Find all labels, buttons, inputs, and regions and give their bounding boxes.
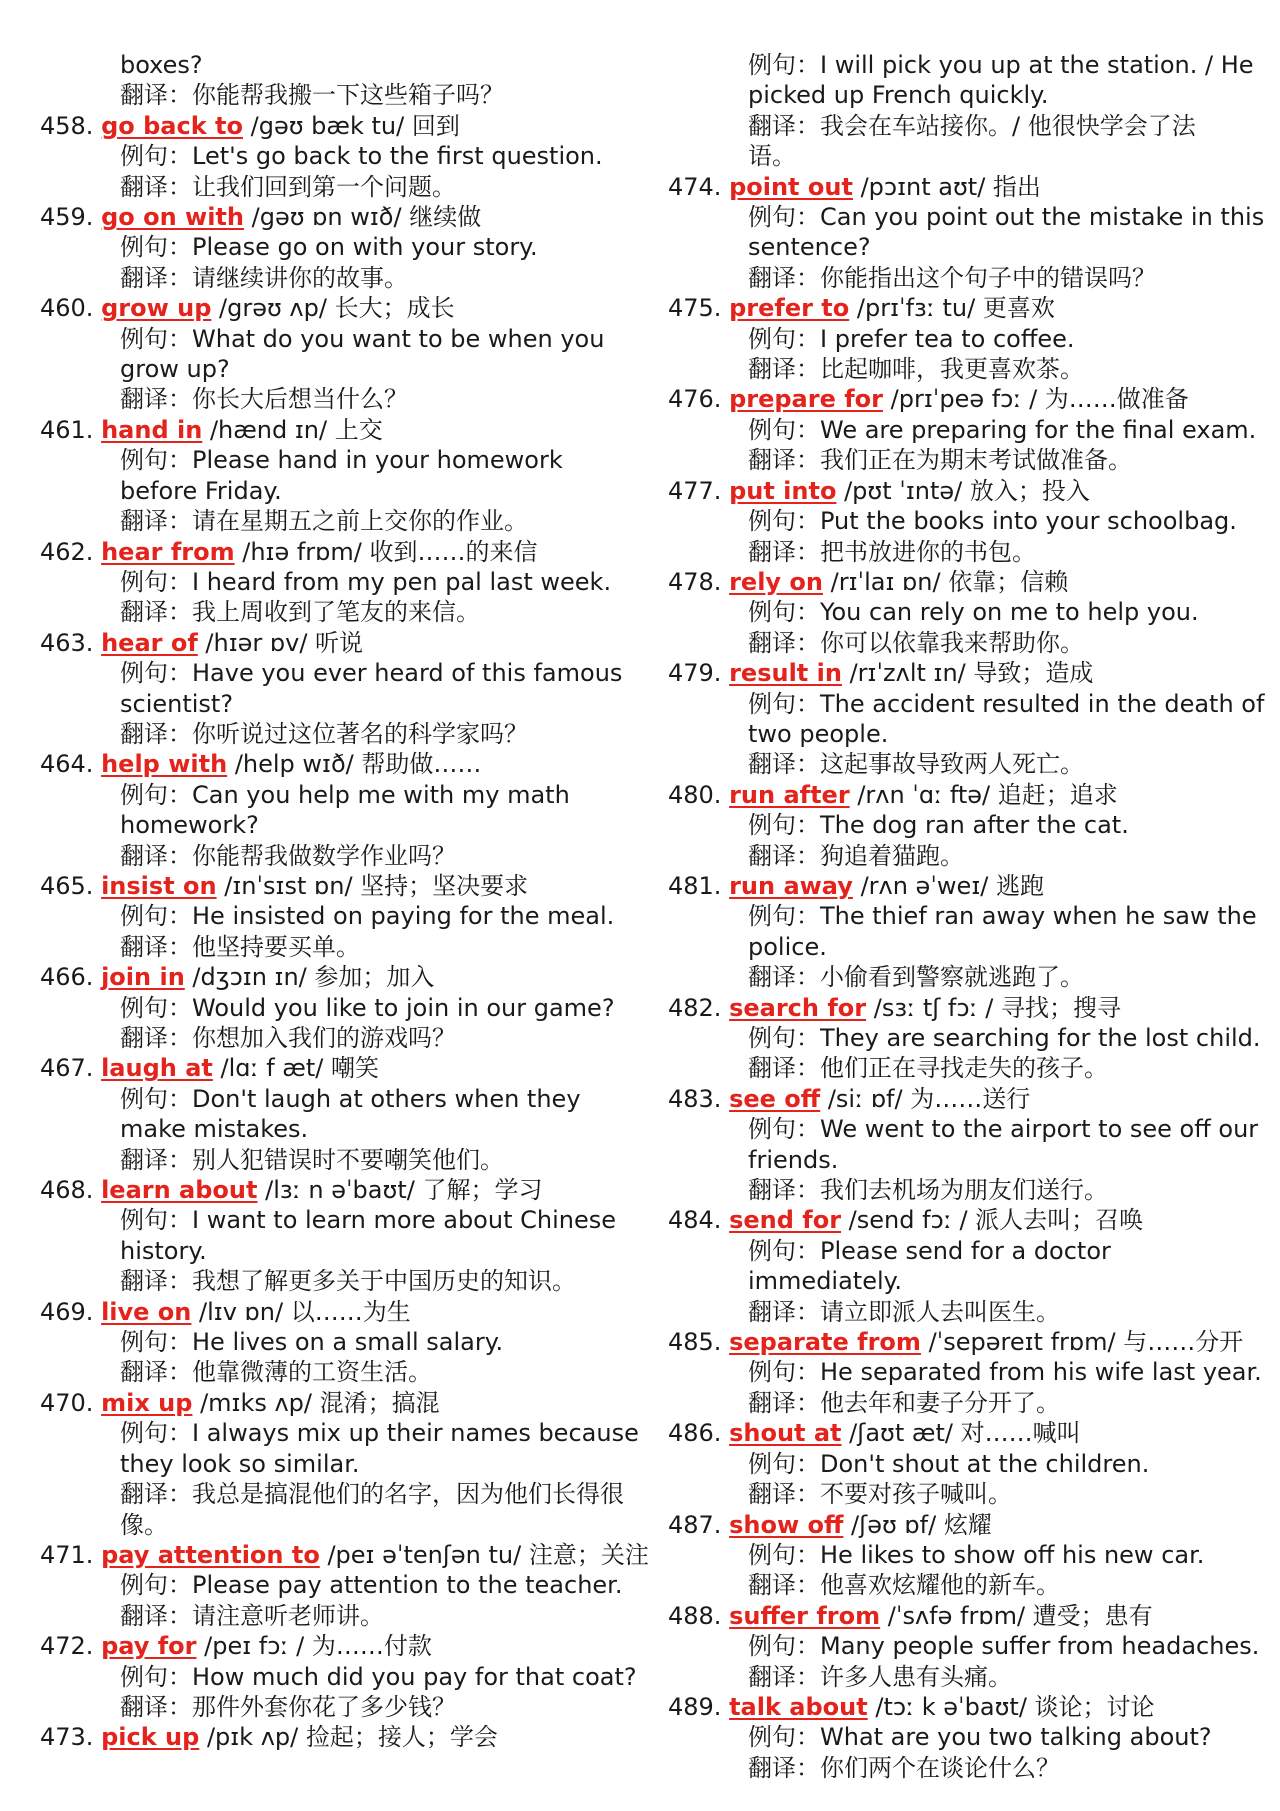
entry-headword	[40, 202, 640, 232]
left-column	[40, 50, 649, 1753]
phonetic-meaning: /pʊt ˈɪntə/ 放入；投入	[844, 476, 1090, 505]
entry-headword	[668, 1510, 1268, 1540]
phrase-term: run after	[729, 780, 850, 809]
phonetic-meaning: /pɪk ʌp/ 捡起；接人；学会	[206, 1723, 498, 1752]
phrase-term: hear from	[101, 537, 235, 566]
example-sentence: 例句：Can you help me with my math homework?	[120, 780, 570, 840]
translation: 翻译：那件外套你花了多少钱？	[120, 1692, 456, 1721]
phrase-term: pay attention to	[101, 1540, 320, 1569]
phrase-term: shout at	[729, 1419, 842, 1448]
example-sentence: 例句：Have you ever heard of this famous scientist?	[120, 659, 623, 718]
translation: 翻译：我上周收到了笔友的来信。	[120, 598, 480, 627]
entry-headword	[668, 1327, 1268, 1357]
translation: 翻译：小偷看到警察就逃跑了。	[748, 963, 1084, 992]
vocab-entry	[40, 1631, 640, 1722]
translation: 翻译：他坚持要买单。	[120, 932, 360, 961]
entry-headword	[668, 1418, 1268, 1448]
vocab-entry	[668, 293, 1268, 384]
translation: 翻译：你们两个在谈论什么？	[748, 1753, 1060, 1782]
continuation-line: 语。	[748, 142, 796, 171]
entry-number: 464.	[40, 750, 94, 779]
phrase-term: suffer from	[729, 1601, 881, 1630]
entry-number: 468.	[40, 1176, 94, 1205]
entry-headword	[40, 293, 640, 323]
example-sentence: 例句：The thief ran away when he saw the police.	[748, 902, 1257, 961]
continuation-line: 翻译：我会在车站接你。/ 他很快学会了法	[748, 111, 1196, 140]
vocab-entry	[40, 1053, 640, 1175]
phonetic-meaning: /prɪˈpeə fɔː / 为……做准备	[890, 385, 1189, 414]
translation: 翻译：狗追着猫跑。	[748, 841, 964, 870]
entry-number: 467.	[40, 1054, 94, 1083]
entry-number: 470.	[40, 1388, 94, 1417]
translation: 翻译：请继续讲你的故事。	[120, 263, 408, 292]
vocab-entry	[40, 415, 640, 537]
example-sentence: 例句：I always mix up their names because they look so similar.	[120, 1419, 639, 1478]
entry-number: 469.	[40, 1297, 94, 1326]
phonetic-meaning: /ɪnˈsɪst ɒn/ 坚持；坚决要求	[224, 871, 529, 900]
phonetic-meaning: /grəʊ ʌp/ 长大；成长	[219, 294, 455, 323]
phrase-term: show off	[729, 1510, 844, 1539]
entry-headword	[668, 1084, 1268, 1114]
entry-headword	[668, 658, 1268, 688]
entry-headword	[40, 1297, 640, 1327]
vocab-entry	[40, 1722, 640, 1752]
translation: 翻译：他喜欢炫耀他的新车。	[748, 1571, 1060, 1600]
vocab-entry	[40, 1297, 640, 1388]
phonetic-meaning: /help wɪð/ 帮助做……	[234, 750, 482, 779]
phonetic-meaning: /rʌn əˈweɪ/ 逃跑	[860, 871, 1044, 900]
phonetic-meaning: /peɪ əˈtenʃən tu/ 注意；关注	[327, 1540, 649, 1569]
vocab-entry	[668, 567, 1268, 658]
continuation-line: 翻译：你能帮我搬一下这些箱子吗？	[120, 81, 504, 110]
vocab-entry	[40, 293, 640, 415]
example-sentence: 例句：What are you two talking about?	[748, 1723, 1212, 1752]
phonetic-meaning: /hɪə frɒm/ 收到……的来信	[242, 537, 538, 566]
vocab-entry	[668, 1418, 1268, 1509]
example-sentence: 例句：He likes to show off his new car.	[748, 1540, 1205, 1569]
vocab-entry	[40, 749, 640, 871]
example-sentence: 例句：Would you like to join in our game?	[120, 993, 615, 1022]
phonetic-meaning: /ˈsʌfə frɒm/ 遭受；患有	[887, 1601, 1153, 1630]
example-sentence: 例句：You can rely on me to help you.	[748, 598, 1199, 627]
phonetic-meaning: /rɪˈlaɪ ɒn/ 依靠；信赖	[830, 567, 1069, 596]
entry-headword	[40, 1053, 640, 1083]
example-sentence: 例句：Many people suffer from headaches.	[748, 1632, 1260, 1661]
entry-headword	[40, 749, 640, 779]
phrase-term: go on with	[101, 203, 244, 232]
example-sentence: 例句：I heard from my pen pal last week.	[120, 567, 612, 596]
entry-number: 461.	[40, 415, 94, 444]
entry-headword	[40, 537, 640, 567]
entry-number: 460.	[40, 294, 94, 323]
entry-headword	[40, 871, 640, 901]
entry-number: 486.	[668, 1419, 722, 1448]
translation: 翻译：他们正在寻找走失的孩子。	[748, 1054, 1108, 1083]
phrase-term: see off	[729, 1084, 821, 1113]
phrase-term: result in	[729, 659, 842, 688]
translation: 翻译：比起咖啡，我更喜欢茶。	[748, 355, 1084, 384]
phrase-term: live on	[101, 1297, 192, 1326]
continuation-line: picked up French quickly.	[748, 81, 1049, 110]
entry-number: 489.	[668, 1692, 722, 1721]
translation: 翻译：把书放进你的书包。	[748, 537, 1036, 566]
phrase-term: hear of	[101, 628, 198, 657]
entry-number: 488.	[668, 1601, 722, 1630]
example-sentence: 例句：I want to learn more about Chinese history.	[120, 1206, 616, 1265]
phrase-term: mix up	[101, 1388, 193, 1417]
example-sentence: 例句：Let's go back to the first question.	[120, 142, 603, 171]
example-sentence: 例句：Please send for a doctor immediately.	[748, 1236, 1111, 1296]
vocab-entry	[668, 780, 1268, 871]
example-sentence: 例句：What do you want to be when you grow up?	[120, 324, 605, 384]
vocab-entry	[40, 537, 640, 628]
example-sentence: 例句：Please pay attention to the teacher.	[120, 1571, 623, 1600]
entry-number: 473.	[40, 1723, 94, 1752]
phrase-term: go back to	[101, 111, 243, 140]
phonetic-meaning: /gəʊ bæk tu/ 回到	[250, 111, 460, 140]
entry-number: 471.	[40, 1540, 94, 1569]
phrase-term: put into	[729, 476, 837, 505]
example-sentence: 例句：Please go on with your story.	[120, 233, 538, 262]
phrase-term: insist on	[101, 871, 217, 900]
example-sentence: 例句：He insisted on paying for the meal.	[120, 902, 615, 931]
vocab-entry	[668, 172, 1268, 294]
entry-headword	[668, 567, 1268, 597]
entry-headword	[668, 871, 1268, 901]
vocab-entry	[668, 871, 1268, 993]
phrase-term: laugh at	[101, 1054, 213, 1083]
translation: 翻译：你长大后想当什么？	[120, 385, 408, 414]
phonetic-meaning: /send fɔː / 派人去叫；召唤	[848, 1206, 1144, 1235]
translation: 翻译：许多人患有头痛。	[748, 1662, 1012, 1691]
vocab-entry	[40, 202, 640, 293]
example-sentence: 例句：He lives on a small salary.	[120, 1328, 504, 1357]
phrase-term: learn about	[101, 1176, 258, 1205]
entry-number: 459.	[40, 203, 94, 232]
translation: 翻译：我总是搞混他们的名字，因为他们长得很像。	[120, 1480, 624, 1539]
vocab-entry	[668, 1692, 1268, 1783]
continuation-line: boxes?	[120, 51, 203, 79]
phrase-term: join in	[101, 963, 185, 992]
vocab-entry	[40, 111, 640, 202]
phonetic-meaning: /prɪˈfɜː tu/ 更喜欢	[856, 294, 1055, 323]
phonetic-meaning: /ʃəʊ ɒf/ 炫耀	[851, 1510, 992, 1539]
translation: 翻译：这起事故导致两人死亡。	[748, 750, 1084, 779]
entry-number: 485.	[668, 1328, 722, 1357]
entry-number: 472.	[40, 1632, 94, 1661]
example-sentence: 例句：They are searching for the lost child.	[748, 1024, 1261, 1052]
phonetic-meaning: /sɜː tʃ fɔː / 寻找；搜寻	[873, 993, 1121, 1022]
entry-number: 476.	[668, 385, 722, 414]
phrase-term: separate from	[729, 1328, 921, 1357]
vocab-entry	[40, 1540, 649, 1631]
continuation-line: 例句：I will pick you up at the station. / He	[748, 51, 1254, 79]
example-sentence: 例句：Don't laugh at others when they make mistakes.	[120, 1084, 581, 1144]
entry-headword	[40, 1175, 640, 1205]
translation: 翻译：别人犯错误时不要嘲笑他们。	[120, 1145, 504, 1174]
vocab-entry	[668, 1327, 1268, 1418]
phonetic-meaning: /rʌn ˈɑː ftə/ 追赶；追求	[857, 780, 1118, 809]
entry-number: 475.	[668, 294, 722, 323]
entry-headword	[40, 415, 640, 445]
phonetic-meaning: /hænd ɪn/ 上交	[209, 415, 383, 444]
phonetic-meaning: /hɪər ɒv/ 听说	[205, 628, 364, 657]
phrase-term: rely on	[729, 567, 823, 596]
entry-headword	[40, 111, 640, 141]
translation: 翻译：他去年和妻子分开了。	[748, 1388, 1060, 1417]
translation: 翻译：不要对孩子喊叫。	[748, 1480, 1012, 1509]
phrase-term: prefer to	[729, 294, 850, 323]
vocab-entry	[40, 871, 640, 962]
entry-number: 483.	[668, 1084, 722, 1113]
entry-number: 481.	[668, 871, 722, 900]
phrase-term: pay for	[101, 1632, 197, 1661]
phonetic-meaning: /pɔɪnt aʊt/ 指出	[860, 172, 1041, 201]
phonetic-meaning: /tɔː k əˈbaʊt/ 谈论；讨论	[875, 1692, 1155, 1721]
vocab-entry	[40, 1175, 640, 1297]
vocab-entry	[668, 1205, 1268, 1327]
phrase-term: run away	[729, 871, 853, 900]
translation: 翻译：你能指出这个句子中的错误吗？	[748, 263, 1156, 292]
entry-headword	[40, 1540, 649, 1570]
vocab-entry	[668, 993, 1268, 1084]
translation: 翻译：我们去机场为朋友们送行。	[748, 1176, 1108, 1205]
example-sentence: 例句：Please hand in your homework before Friday.	[120, 446, 563, 505]
phrase-term: pick up	[101, 1723, 200, 1752]
phrase-term: point out	[729, 172, 853, 201]
phonetic-meaning: /siː ɒf/ 为……送行	[827, 1084, 1031, 1113]
entry-number: 482.	[668, 993, 722, 1022]
phrase-term: talk about	[729, 1692, 868, 1721]
vocab-entry	[668, 384, 1268, 475]
example-sentence: 例句：The dog ran after the cat.	[748, 811, 1129, 840]
translation: 翻译：你听说过这位著名的科学家吗？	[120, 719, 528, 748]
example-sentence: 例句：He separated from his wife last year.	[748, 1358, 1262, 1387]
phonetic-meaning: /lɑː f æt/ 嘲笑	[220, 1054, 379, 1083]
entry-headword	[40, 628, 640, 658]
phrase-term: help with	[101, 750, 228, 779]
translation: 翻译：我想了解更多关于中国历史的知识。	[120, 1267, 576, 1296]
translation: 翻译：你可以依靠我来帮助你。	[748, 628, 1084, 657]
entry-number: 465.	[40, 871, 94, 900]
vocab-entry	[668, 1084, 1268, 1206]
phrase-term: prepare for	[729, 385, 883, 414]
entry-headword	[40, 1631, 640, 1661]
translation: 翻译：让我们回到第一个问题。	[120, 172, 456, 201]
example-sentence: 例句：We are preparing for the final exam.	[748, 415, 1257, 444]
entry-number: 480.	[668, 780, 722, 809]
entry-headword	[668, 476, 1268, 506]
entry-headword	[40, 962, 640, 992]
phonetic-meaning: /peɪ fɔː / 为……付款	[204, 1632, 432, 1661]
example-sentence: 例句：Can you point out the mistake in this sentence?	[748, 203, 1265, 262]
translation: 翻译：请在星期五之前上交你的作业。	[120, 507, 528, 536]
right-column	[668, 50, 1268, 1783]
phonetic-meaning: /lɜː n əˈbaʊt/ 了解；学习	[265, 1176, 543, 1205]
example-sentence: 例句：I prefer tea to coffee.	[748, 324, 1075, 353]
entry-headword	[668, 780, 1268, 810]
translation: 翻译：请注意听老师讲。	[120, 1601, 384, 1630]
phonetic-meaning: /ˈsepəreɪt frɒm/ 与……分开	[928, 1328, 1244, 1357]
phonetic-meaning: /mɪks ʌp/ 混淆；搞混	[200, 1388, 440, 1417]
entry-number: 484.	[668, 1206, 722, 1235]
translation: 翻译：他靠微薄的工资生活。	[120, 1358, 432, 1387]
translation: 翻译：你想加入我们的游戏吗？	[120, 1024, 456, 1052]
entry-number: 477.	[668, 476, 722, 505]
vocab-entry	[668, 1510, 1268, 1601]
entry-number: 479.	[668, 659, 722, 688]
vocab-entry	[40, 628, 640, 750]
phonetic-meaning: /gəʊ ɒn wɪð/ 继续做	[251, 203, 482, 232]
entry-number: 463.	[40, 628, 94, 657]
entry-headword	[668, 1692, 1268, 1722]
entry-headword	[668, 993, 1268, 1023]
example-sentence: 例句：Put the books into your schoolbag.	[748, 507, 1237, 536]
phrase-term: send for	[729, 1206, 842, 1235]
vocab-entry	[40, 962, 640, 1053]
entry-number: 458.	[40, 111, 94, 140]
entry-headword	[668, 384, 1268, 414]
entry-number: 487.	[668, 1510, 722, 1539]
translation: 翻译：我们正在为期末考试做准备。	[748, 446, 1132, 475]
entry-number: 474.	[668, 172, 722, 201]
entry-headword	[668, 293, 1268, 323]
phrase-term: grow up	[101, 294, 212, 323]
entry-number: 462.	[40, 537, 94, 566]
example-sentence: 例句：How much did you pay for that coat?	[120, 1662, 637, 1691]
entry-number: 478.	[668, 567, 722, 596]
entry-headword	[668, 172, 1268, 202]
translation: 翻译：你能帮我做数学作业吗？	[120, 841, 456, 870]
example-sentence: 例句：The accident resulted in the death of two people.	[748, 689, 1265, 748]
phrase-term: hand in	[101, 415, 203, 444]
vocab-entry	[668, 476, 1268, 567]
entry-headword	[40, 1722, 640, 1752]
entry-headword	[668, 1601, 1268, 1631]
phonetic-meaning: /rɪˈzʌlt ɪn/ 导致；造成	[849, 659, 1094, 688]
vocab-entry	[40, 1388, 640, 1540]
entry-headword	[668, 1205, 1268, 1235]
phonetic-meaning: /ʃaʊt æt/ 对……喊叫	[849, 1419, 1081, 1448]
entry-number: 466.	[40, 963, 94, 992]
example-sentence: 例句：Don't shout at the children.	[748, 1449, 1150, 1478]
example-sentence: 例句：We went to the airport to see off our friends.	[748, 1115, 1259, 1174]
vocab-entry	[668, 1601, 1268, 1692]
phrase-term: search for	[729, 993, 867, 1022]
entry-headword	[40, 1388, 640, 1418]
vocab-entry	[668, 658, 1268, 780]
phonetic-meaning: /lɪv ɒn/ 以……为生	[199, 1297, 411, 1326]
phonetic-meaning: /dʒɔɪn ɪn/ 参加；加入	[192, 963, 435, 992]
translation: 翻译：请立即派人去叫医生。	[748, 1297, 1060, 1326]
